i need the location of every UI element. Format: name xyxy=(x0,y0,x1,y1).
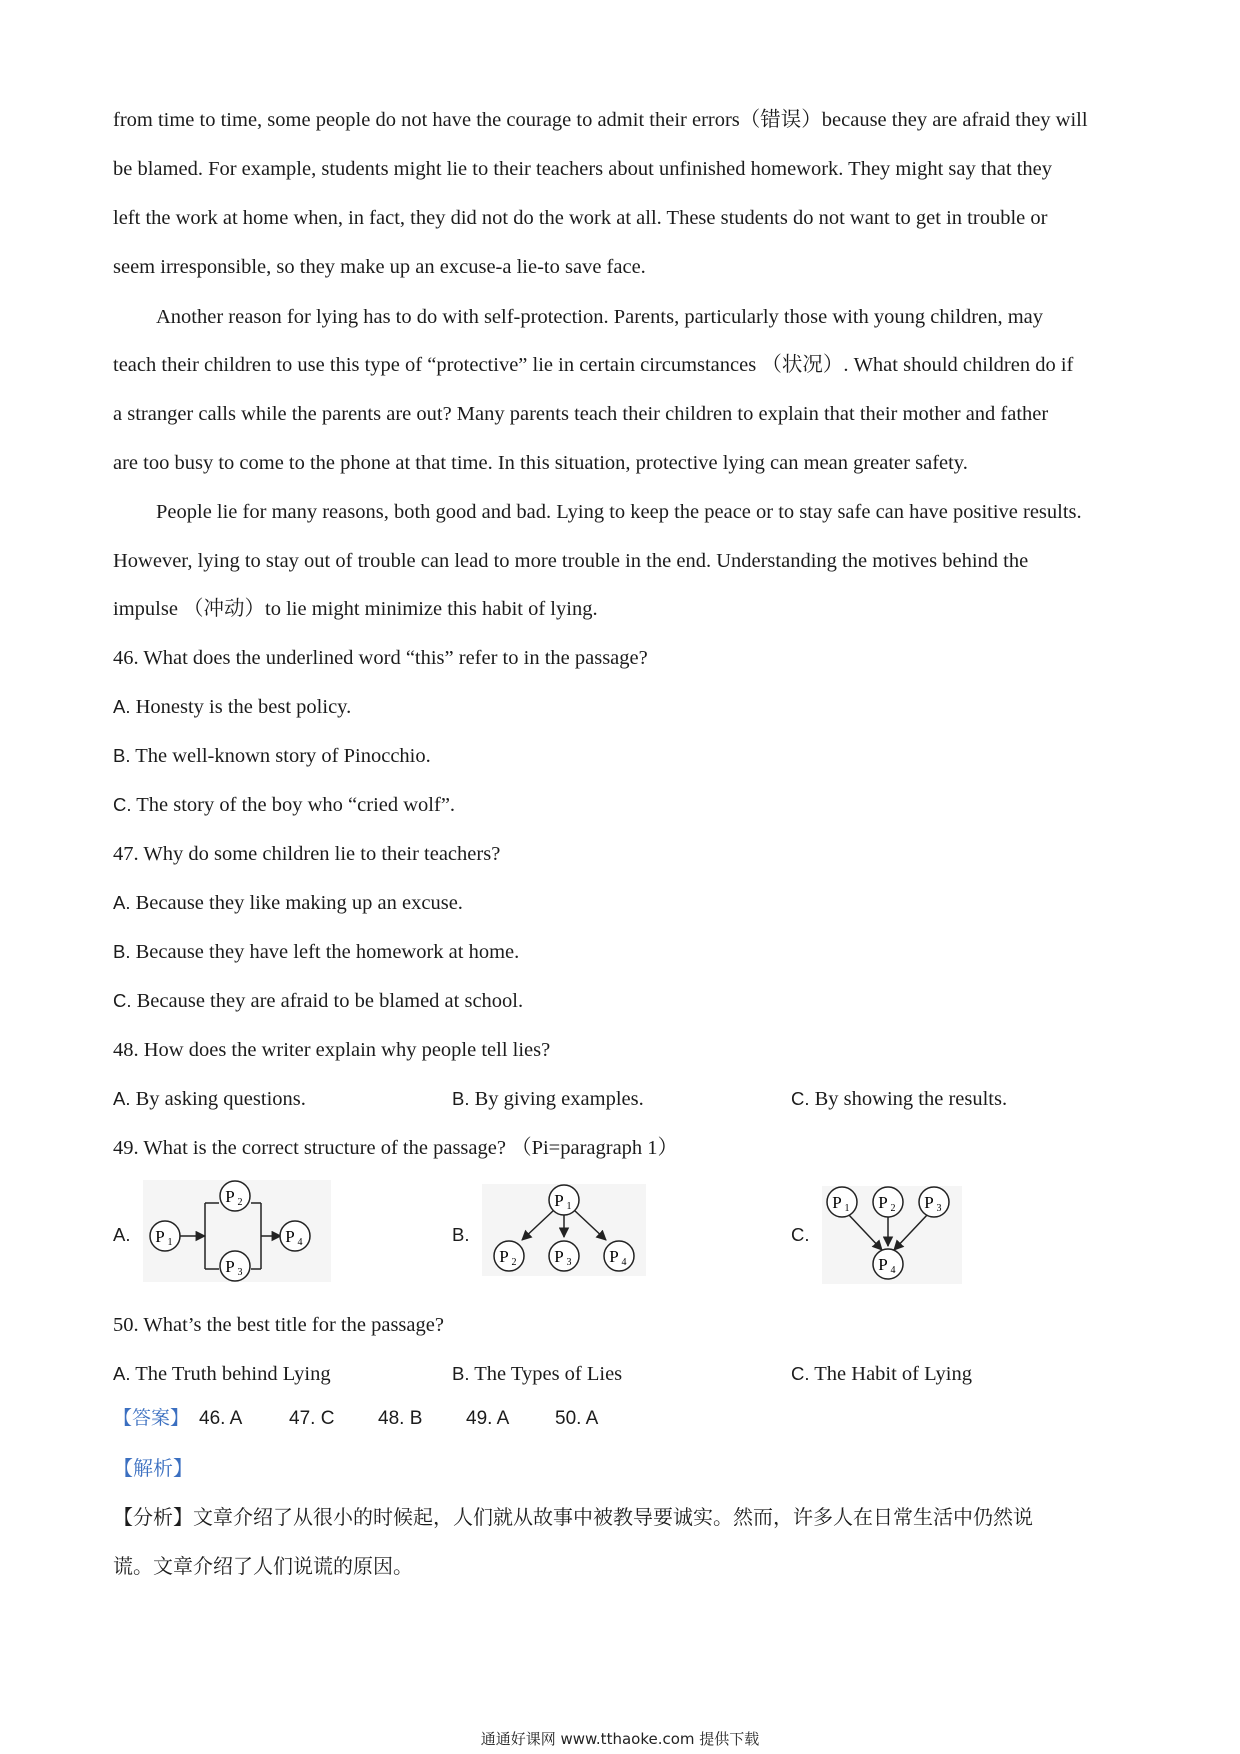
question-47-option-c: C. Because they are afraid to be blamed at school. xyxy=(113,990,524,1012)
svg-text:1: 1 xyxy=(844,1203,850,1214)
question-48-stem: 48. How does the writer explain why people tell lies? xyxy=(113,1039,551,1061)
svg-text:P: P xyxy=(225,1187,235,1206)
analysis-label: 【解析】 xyxy=(113,1456,193,1480)
question-46-option-a: A. Honesty is the best policy. xyxy=(113,696,352,718)
svg-text:3: 3 xyxy=(936,1203,942,1214)
question-50-option-a: A. The Truth behind Lying xyxy=(113,1363,331,1385)
question-47-option-a: A. Because they like making up an excuse. xyxy=(113,892,463,914)
answer-item: 48. B xyxy=(378,1408,423,1429)
svg-text:P: P xyxy=(554,1191,564,1210)
passage-line: are too busy to come to the phone at that time. In this situation, protective lying can mean greater safety. xyxy=(113,452,968,474)
node-p3 xyxy=(919,1187,949,1217)
answer-item: 46. A xyxy=(199,1408,243,1429)
node-p2 xyxy=(873,1187,903,1217)
question-49-option-b-letter: B. xyxy=(452,1224,470,1245)
node-p2 xyxy=(220,1181,250,1211)
question-46-option-b: B. The well-known story of Pinocchio. xyxy=(113,745,431,767)
passage-line: seem irresponsible, so they make up an excuse-a lie-to save face. xyxy=(113,256,646,278)
question-50-option-c: C. The Habit of Lying xyxy=(791,1363,972,1385)
svg-text:3: 3 xyxy=(566,1257,572,1268)
node-p2 xyxy=(494,1241,524,1271)
question-46-option-c: C. The story of the boy who “cried wolf”. xyxy=(113,794,456,816)
question-49-option-a-letter: A. xyxy=(113,1224,131,1245)
svg-text:2: 2 xyxy=(890,1203,896,1214)
node-p1 xyxy=(150,1221,180,1251)
svg-text:P: P xyxy=(225,1257,235,1276)
answer-item: 47. C xyxy=(289,1408,335,1429)
node-p1 xyxy=(827,1187,857,1217)
analysis-continuation: 谎。文章介绍了人们说谎的原因。 xyxy=(113,1554,413,1578)
passage-line: impulse （冲动）to lie might minimize this habit of lying. xyxy=(113,598,598,620)
svg-text:3: 3 xyxy=(237,1267,243,1278)
question-50-option-b: B. The Types of Lies xyxy=(452,1363,623,1385)
node-p3 xyxy=(220,1251,250,1281)
structure-diagram-b xyxy=(482,1184,646,1276)
svg-text:P: P xyxy=(554,1247,564,1266)
svg-text:P: P xyxy=(499,1247,509,1266)
svg-text:2: 2 xyxy=(511,1257,517,1268)
svg-text:4: 4 xyxy=(621,1257,627,1268)
svg-text:4: 4 xyxy=(297,1237,303,1248)
answer-item: 50. A xyxy=(555,1408,599,1429)
question-47-stem: 47. Why do some children lie to their teachers? xyxy=(113,843,501,865)
question-46-stem: 46. What does the underlined word “this” refer to in the passage? xyxy=(113,647,648,669)
svg-text:P: P xyxy=(878,1255,888,1274)
structure-diagram-a xyxy=(143,1180,331,1282)
node-p4 xyxy=(604,1241,634,1271)
passage-line: People lie for many reasons, both good and bad. Lying to keep the peace or to stay safe can have positive results. xyxy=(156,501,1082,523)
svg-text:1: 1 xyxy=(566,1201,572,1212)
passage-line: Another reason for lying has to do with self-protection. Parents, particularly those with young children, may xyxy=(156,306,1043,328)
svg-text:P: P xyxy=(924,1193,934,1212)
answer-item: 49. A xyxy=(466,1408,510,1429)
svg-text:4: 4 xyxy=(890,1265,896,1276)
question-48-option-a: A. By asking questions. xyxy=(113,1088,306,1110)
question-49-option-c-letter: C. xyxy=(791,1224,810,1245)
passage-line: teach their children to use this type of “protective” lie in certain circumstances （状况）. What should children do if xyxy=(113,354,1074,376)
answer-label: 【答案】 xyxy=(113,1408,190,1429)
passage-line: from time to time, some people do not have the courage to admit their errors（错误）because they are afraid they will xyxy=(113,109,1088,131)
footer-watermark: 通通好课网 www.tthaoke.com 提供下载 xyxy=(480,1730,760,1748)
question-49-stem: 49. What is the correct structure of the passage? （Pi=paragraph 1） xyxy=(113,1137,679,1159)
question-50-stem: 50. What’s the best title for the passage? xyxy=(113,1314,444,1336)
svg-text:P: P xyxy=(832,1193,842,1212)
passage-line: left the work at home when, in fact, they did not do the work at all. These students do not want to get in trouble or xyxy=(113,207,1048,229)
structure-diagram-c xyxy=(822,1186,962,1284)
question-48-option-b: B. By giving examples. xyxy=(452,1088,644,1110)
svg-text:P: P xyxy=(878,1193,888,1212)
svg-text:P: P xyxy=(155,1227,165,1246)
svg-text:2: 2 xyxy=(237,1197,243,1208)
passage-line: be blamed. For example, students might lie to their teachers about unfinished homework. They might say that they xyxy=(113,158,1052,180)
svg-text:1: 1 xyxy=(167,1237,173,1248)
node-p1 xyxy=(549,1185,579,1215)
question-47-option-b: B. Because they have left the homework at home. xyxy=(113,941,520,963)
passage-line: a stranger calls while the parents are out? Many parents teach their children to explain that their mother and father xyxy=(113,403,1049,425)
question-48-option-c: C. By showing the results. xyxy=(791,1088,1008,1110)
svg-text:P: P xyxy=(609,1247,619,1266)
analysis-heading: 【分析】文章介绍了从很小的时候起，人们就从故事中被教导要诚实。然而，许多人在日常生活中仍然说 xyxy=(113,1505,1033,1529)
node-p4 xyxy=(873,1249,903,1279)
node-p4 xyxy=(280,1221,310,1251)
svg-text:P: P xyxy=(285,1227,295,1246)
node-p3 xyxy=(549,1241,579,1271)
passage-line: However, lying to stay out of trouble can lead to more trouble in the end. Understanding the motives behind the xyxy=(113,550,1029,572)
